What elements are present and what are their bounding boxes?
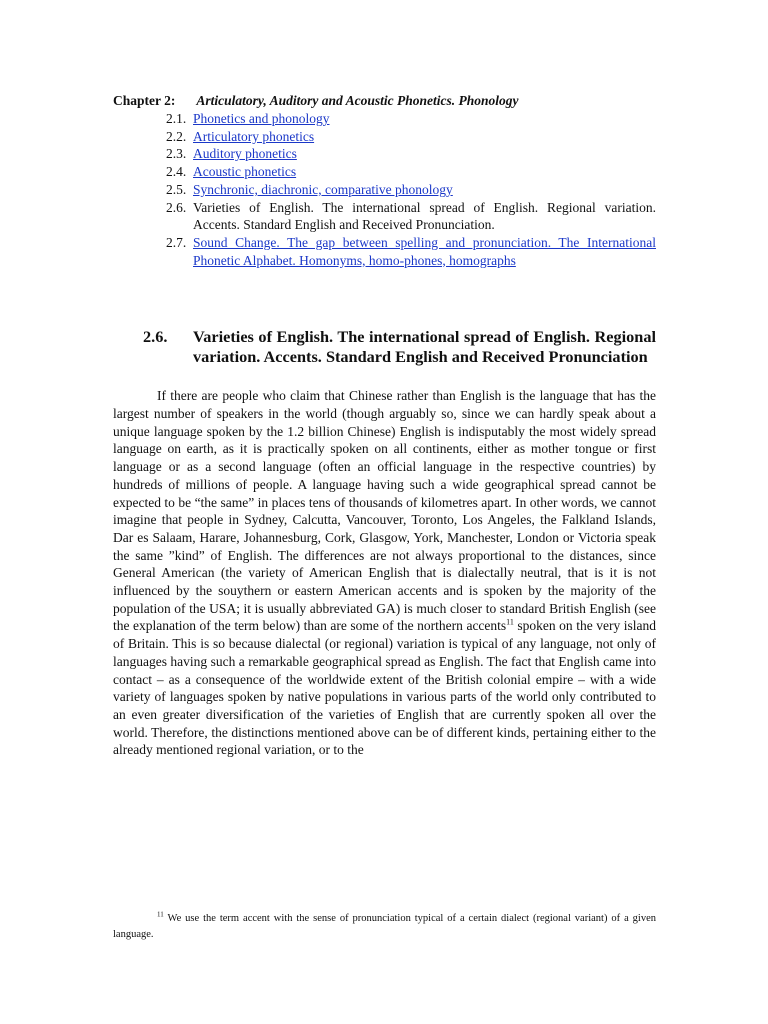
toc-link-acoustic-phonetics[interactable]: Acoustic phonetics	[193, 164, 297, 180]
toc-item	[113, 110, 656, 128]
toc-item	[113, 145, 656, 163]
toc-number: 2.1.	[166, 111, 187, 126]
toc-item	[113, 163, 656, 181]
toc-link-auditory-phonetics[interactable]: Auditory phonetics	[193, 146, 297, 162]
toc-link-sound-change[interactable]: Sound Change. The gap between spelling and pronunciation. The International Phonetic Alphabet. Homonyms, homo-phones, homographs	[193, 234, 656, 268]
toc-number: 2.3.	[166, 146, 187, 162]
toc-number: 2.6.	[166, 199, 187, 215]
body-text-part2: spoken on the very island of Britain. This is so because dialectal (or regional) variation is typical of any language, not only of languages having such a remarkable geographical spread as English. The fact that English came into contact – as a consequence of the worldwide extent of the British colonial empire – with a wide variety of languages spoken by native populations in various parts of the world only contributed to an even greater diversification of the varieties of English that are currently spoken all over the world. Therefore, the distinctions mentioned above can be of different kinds, pertaining either to the already mentioned regional variation, or to the	[113, 618, 656, 758]
toc-item	[113, 181, 656, 199]
toc-item	[113, 128, 656, 146]
footnote-number: 11	[157, 910, 164, 918]
toc-number: 2.4.	[166, 164, 187, 180]
chapter-header	[113, 92, 656, 110]
toc-number: 2.2.	[166, 128, 187, 144]
toc-link-synchronic-diachronic-comparative-phonology[interactable]: Synchronic, diachronic, comparative phonology	[193, 181, 453, 197]
toc-link-phonetics-and-phonology[interactable]: Phonetics and phonology	[193, 111, 330, 126]
chapter-label: Chapter 2:	[113, 93, 176, 108]
toc-item	[113, 199, 656, 234]
toc-number: 2.7.	[166, 234, 187, 250]
section-heading	[113, 327, 656, 366]
toc-link-articulatory-phonetics[interactable]: Articulatory phonetics	[193, 128, 315, 144]
table-of-contents	[113, 110, 656, 269]
footnote-text: We use the term accent with the sense of pronunciation typical of a certain dialect (regional variant) of a given language.	[113, 912, 656, 940]
toc-text-varieties-of-english: Varieties of English. The international spread of English. Regional variation. Accents. Standard English and Received Pronunciation.	[193, 199, 656, 233]
body-text-part1: If there are people who claim that Chinese rather than English is the language that has the largest number of speakers in the world (though arguably so, since we can hardly speak about a unique language spoken by the 1.2 billion Chinese) English is indisputably the most widely spread language on earth, as it is practically spoken on all continents, either as mother tongue or first language or as a second language (often an official language in the respective countries) by hundreds of millions of people. A language having such a wide geographical spread cannot be expected to be “the same” in places tens of thousands of kilometres apart. In other words, we cannot imagine that people in Sydney, Calcutta, Vancouver, Toronto, Los Angeles, the Falkland Islands, Dar es Salaam, Harare, Johannesburg, Cork, Glasgow, York, Manchester, London or Victoria speak the same ”kind” of English. The differences are not always proportional to the distances, since General American (the variety of American English that is dialectally neutral, that is it is not influenced by the souythern or eastern American accents and is spoken by the majority of the population of the USA; it is usually abbreviated GA) is much closer to standard British English (see the explanation of the term below) than are some of the northern accents	[113, 388, 656, 634]
footnote	[113, 911, 656, 943]
toc-item	[113, 234, 656, 269]
footnote-reference[interactable]: 11	[506, 617, 514, 627]
toc-number: 2.5.	[166, 181, 187, 197]
section-number: 2.6.	[143, 327, 168, 347]
document-page	[113, 92, 656, 759]
body-paragraph	[113, 387, 656, 759]
section-title: Varieties of English. The international spread of English. Regional variation. Accents. Standard English and Received Pronunciation	[193, 327, 656, 366]
chapter-title: Articulatory, Auditory and Acoustic Phonetics. Phonology	[196, 93, 519, 108]
